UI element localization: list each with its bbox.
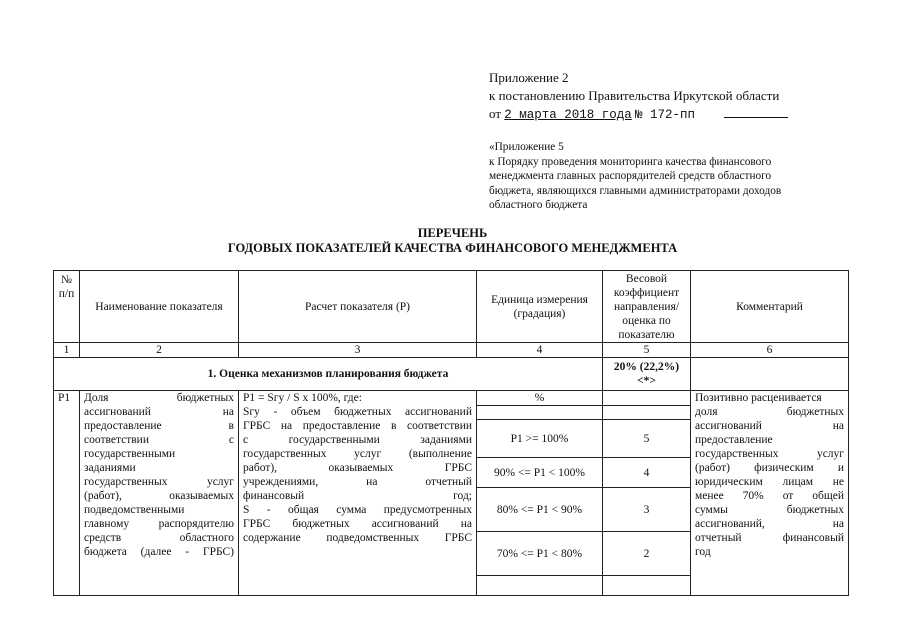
comment-line: государственных услуг (695, 448, 844, 460)
row-name-line: соответствии с (84, 434, 234, 446)
section-row (54, 358, 849, 391)
row-name-line: главному распорядителю (84, 518, 234, 530)
row-name-line: Доля бюджетных (84, 392, 234, 404)
section-title: 1. Оценка механизмов планирования бюджета (54, 358, 603, 391)
header-cell-comment: Комментарий (691, 271, 849, 343)
appendix5-line1: «Приложение 5 (489, 141, 564, 153)
appendix5-block (489, 140, 839, 213)
row-comment (691, 391, 849, 596)
header-line2: к постановлению Правительства Иркутской области (489, 88, 780, 103)
header-number: № 172-пп (635, 108, 696, 122)
calc-line: с государственными заданиями (243, 434, 472, 446)
header-cell-unit: Единица измерения (градация) (477, 271, 603, 343)
comment-line: ассигнований, на (695, 518, 844, 530)
header-date: 2 марта 2018 года (504, 108, 632, 122)
row-name-line: заданиями (84, 462, 136, 474)
table-header-row (54, 271, 849, 343)
comment-line: менее 70% от общей (695, 490, 844, 502)
appendix5-line5: областного бюджета (489, 199, 588, 211)
calc-line: Sгу - объем бюджетных ассигнований (243, 406, 472, 418)
col-number: 1 (54, 343, 80, 358)
row-name-line: государственных услуг (84, 476, 234, 488)
header-cell-num: № п/п (54, 271, 80, 343)
gradation-range: P1 >= 100% (477, 420, 603, 458)
gradation-score: 3 (603, 488, 691, 532)
empty-cell (691, 358, 849, 391)
table-row (54, 391, 849, 406)
gradation-score: 4 (603, 458, 691, 488)
empty-cell (603, 576, 691, 596)
comment-line: предоставление (695, 434, 773, 446)
signature-line (724, 105, 788, 118)
col-number: 4 (477, 343, 603, 358)
comment-line: суммы бюджетных (695, 504, 844, 516)
section-weight: 20% (22,2%)<*> (603, 358, 691, 391)
row-name (80, 391, 239, 596)
indicators-table (53, 270, 849, 596)
gradation-range: 90% <= P1 < 100% (477, 458, 603, 488)
empty-cell (477, 576, 603, 596)
gradation-range: 70% <= P1 < 80% (477, 532, 603, 576)
calc-line: работ), оказываемых ГРБС (243, 462, 472, 474)
comment-line: год (695, 546, 711, 558)
col-number: 6 (691, 343, 849, 358)
comment-line: юридическим лицам не (695, 476, 844, 488)
row-name-line: средств областного (84, 532, 234, 544)
header-line3 (489, 105, 788, 124)
comment-line: отчетный финансовый (695, 532, 844, 544)
empty-cell (477, 406, 603, 420)
header-from: от (489, 106, 502, 121)
row-id: P1 (54, 391, 80, 596)
col-number: 3 (239, 343, 477, 358)
empty-cell (603, 391, 691, 406)
row-calculation (239, 391, 477, 596)
doc-title: ПЕРЕЧЕНЬ (417, 226, 488, 240)
gradation-score: 5 (603, 420, 691, 458)
comment-line: (работ) физическим и (695, 462, 844, 474)
appendix5-line3: менеджмента главных распорядителей средств областного (489, 170, 772, 182)
appendix5-line4: бюджета, являющихся главными администраторами доходов (489, 184, 782, 197)
calc-line: ГРБС на предоставление в соответствии (243, 420, 472, 432)
appendix5-line2: к Порядку проведения мониторинга качества финансового (489, 155, 772, 168)
calc-line: учреждениями, на отчетный (243, 476, 472, 488)
comment-line: доля бюджетных (695, 406, 844, 418)
comment-line: Позитивно расценивается (695, 392, 822, 404)
header-cell-name: Наименование показателя (80, 271, 239, 343)
column-numbers-row (54, 343, 849, 358)
unit-cell: % (477, 391, 603, 406)
calc-line: S - общая сумма предусмотренных (243, 504, 472, 516)
header-block (489, 69, 788, 124)
col-number: 5 (603, 343, 691, 358)
header-cell-calc: Расчет показателя (P) (239, 271, 477, 343)
col-number: 2 (80, 343, 239, 358)
row-name-line: государственными (84, 448, 176, 460)
header-cell-weight: Весовой коэффициент направления/ оценка по показателю (603, 271, 691, 343)
calc-line: содержание подведомственных ГРБС (243, 532, 472, 544)
doc-subtitle: ГОДОВЫХ ПОКАЗАТЕЛЕЙ КАЧЕСТВА ФИНАНСОВОГО МЕНЕДЖМЕНТА (227, 241, 678, 255)
empty-cell (603, 406, 691, 420)
row-name-line: (работ), оказываемых (84, 490, 234, 502)
row-name-line: бюджета (далее - ГРБС) (84, 546, 234, 558)
calc-line: P1 = Sгу / S х 100%, где: (243, 392, 362, 404)
gradation-range: 80% <= P1 < 90% (477, 488, 603, 532)
row-name-line: предоставление в (84, 420, 234, 432)
header-line1: Приложение 2 (489, 70, 569, 85)
row-name-line: ассигнований на (84, 406, 234, 418)
gradation-score: 2 (603, 532, 691, 576)
row-name-line: подведомственными (84, 504, 185, 516)
calc-line: ГРБС бюджетных ассигнований на (243, 518, 472, 530)
comment-line: ассигнований на (695, 420, 844, 432)
calc-line: государственных услуг (выполнение (243, 448, 472, 460)
calc-line: финансовый год; (243, 490, 472, 502)
